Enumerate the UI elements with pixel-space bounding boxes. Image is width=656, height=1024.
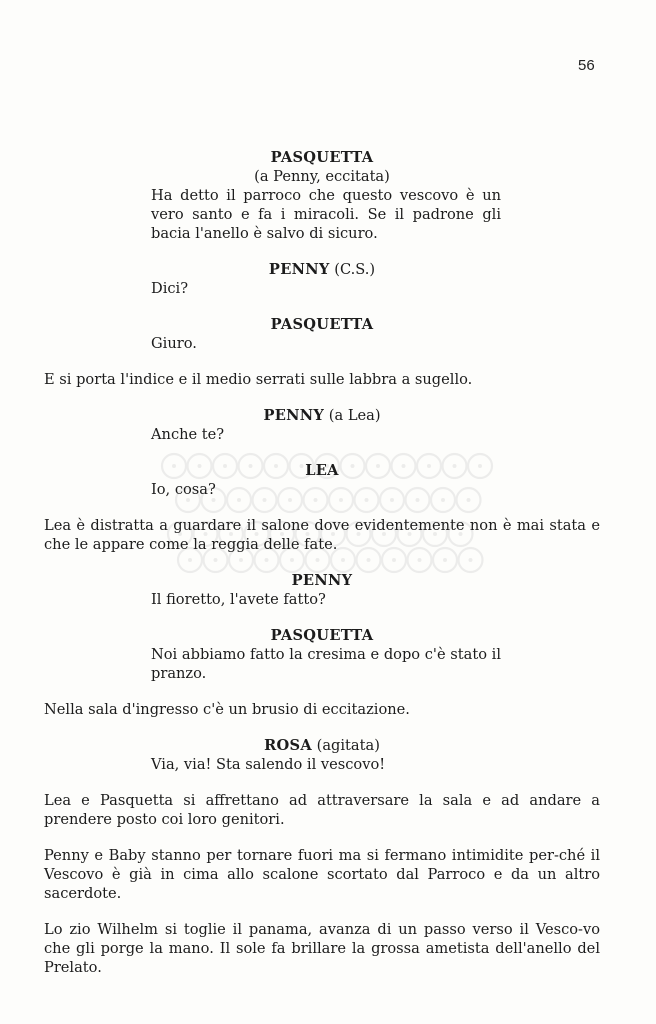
dialogue: Via, via! Sta salendo il vescovo! [151, 756, 386, 773]
speaker-line [44, 315, 600, 334]
stage-direction: Nella sala d'ingresso c'è un brusio di eccitazione. [44, 701, 410, 718]
script-page-content [44, 148, 600, 977]
stage-direction: E si porta l'indice e il medio serrati sulle labbra a sugello. [44, 371, 473, 388]
speaker-line [44, 148, 600, 167]
speaker-note: (C.S.) [334, 261, 376, 278]
speaker-name: PASQUETTA [270, 627, 374, 644]
speaker-note: (a Lea) [328, 407, 381, 424]
speaker-line [44, 626, 600, 645]
stage-direction: Penny e Baby stanno per tornare fuori ma si fermano intimidite per-ché il Vescovo è già in cima allo scalone scortato dal Parroco e da un altro sacerdote. [44, 847, 600, 902]
parenthetical: (a Penny, eccitata) [254, 168, 390, 185]
stage-direction: Lea è distratta a guardare il salone dove evidentemente non è mai stata e che le appare come la reggia delle fate. [44, 517, 600, 553]
stage-direction: Lo zio Wilhelm si toglie il panama, avanza di un passo verso il Vesco-vo che gli porge la mano. Il sole fa brillare la grossa ametista dell'anello del Prelato. [44, 921, 600, 976]
speaker-line [44, 260, 600, 279]
speaker-name: PENNY [268, 261, 330, 278]
dialogue: Noi abbiamo fatto la cresima e dopo c'è stato il pranzo. [151, 646, 501, 682]
stage-direction: Lea e Pasquetta si affrettano ad attraversare la sala e ad andare a prendere posto coi loro genitori. [44, 792, 600, 828]
dialogue: Ha detto il parroco che questo vescovo è un vero santo e fa i miracoli. Se il padrone gli bacia l'anello è salvo di sicuro. [151, 187, 501, 242]
speaker-note: (agitata) [316, 737, 380, 754]
dialogue: Giuro. [151, 335, 197, 352]
dialogue: Dici? [151, 280, 189, 297]
dialogue: Anche te? [151, 426, 225, 443]
speaker-name: ROSA [264, 737, 313, 754]
speaker-name: PASQUETTA [270, 316, 374, 333]
page-number: 56 [578, 57, 595, 74]
speaker-name: LEA [305, 462, 339, 479]
speaker-name: PENNY [263, 407, 325, 424]
speaker-line [44, 461, 600, 480]
dialogue: Io, cosa? [151, 481, 216, 498]
speaker-line [44, 736, 600, 755]
speaker-line [44, 571, 600, 590]
speaker-name: PASQUETTA [270, 149, 374, 166]
dialogue: Il fioretto, l'avete fatto? [151, 591, 326, 608]
speaker-line [44, 406, 600, 425]
speaker-name: PENNY [291, 572, 353, 589]
